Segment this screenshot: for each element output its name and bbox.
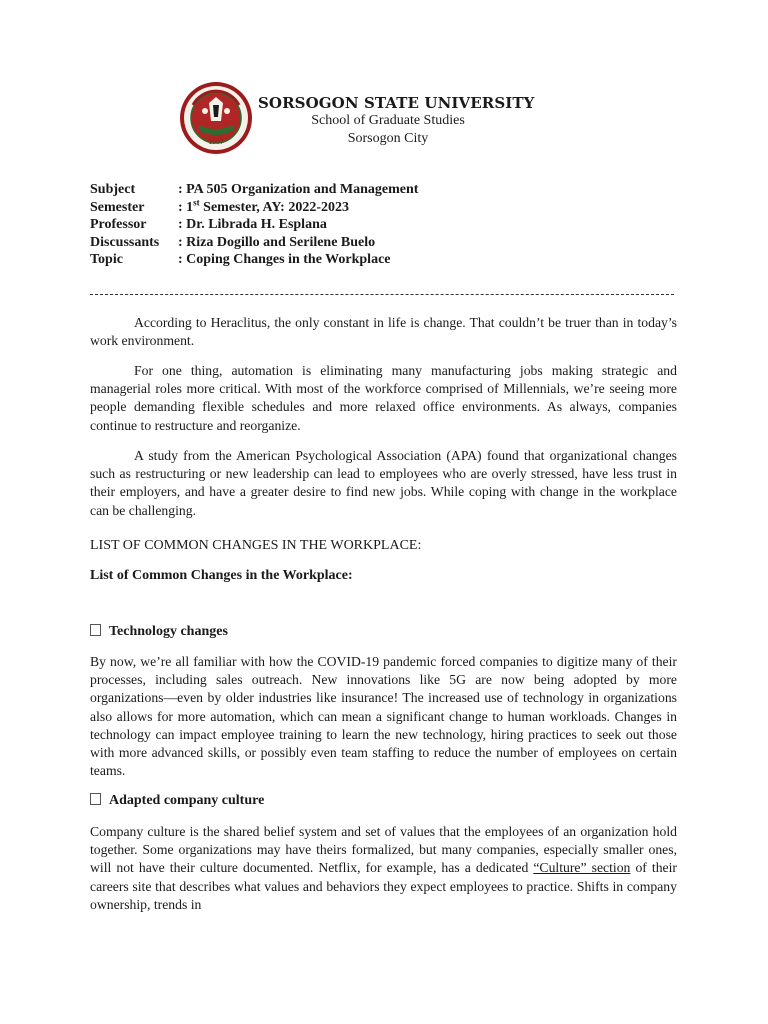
- bullet-label: Adapted company culture: [109, 793, 265, 808]
- seal-year: 1907: [208, 139, 224, 146]
- semester-ordinal: st: [193, 196, 200, 207]
- bullet-company-culture: [90, 793, 264, 809]
- culture-section-link[interactable]: “Culture” section: [533, 860, 631, 876]
- section-heading-caps: LIST OF COMMON CHANGES IN THE WORKPLACE:: [90, 538, 422, 553]
- bullet-label: Technology changes: [109, 624, 228, 639]
- bullet-box-icon: [90, 624, 101, 636]
- info-value: : PA 505 Organization and Management: [178, 182, 419, 197]
- paragraph-technology: By now, we’re all familiar with how the COVID-19 pandemic forced companies to digitize many of their processes, including sales outreach. New innovations like 5G are now being adopted by more organizations—even by older industries like insurance! The increased use of technology in organizations also allows for more automation, which can mean a significant change to human workloads. Changes in technology can impact employee training to learn the new technology, hiring practices to seek out those with more advanced skills, or possibly even team staffing to reduce the number of employees on certain teams.: [90, 654, 677, 779]
- info-value: : Riza Dogillo and Serilene Buelo: [178, 234, 376, 250]
- bullet-technology-changes: [90, 624, 228, 640]
- university-seal-logo: [179, 81, 253, 155]
- university-name: SORSOGON STATE UNIVERSITY: [258, 94, 535, 112]
- info-label: Subject: [90, 182, 136, 197]
- paragraph-culture: [90, 823, 677, 914]
- info-value: : Coping Changes in the Workplace: [178, 252, 391, 267]
- info-label: Semester: [90, 199, 145, 215]
- city-name: Sorsogon City: [347, 131, 429, 146]
- section-divider: [90, 294, 674, 295]
- paragraph-automation: For one thing, automation is eliminating many manufacturing jobs making strategic and managerial roles more critical. With most of the workforce comprised of Millennials, we’re seeing more people demanding flexible schedules and more relaxed office environments. As always, companies continue to restructure and reorganize.: [90, 363, 677, 433]
- culture-text-before: Company culture is the shared belief system and set of values that the employees of an organization hold together. Some organizations may have theirs formalized, but many companies, especially smaller ones, will not have their culture documented. Netflix, for example, has a dedicated: [90, 824, 677, 876]
- culture-text-after: of their careers site that describes what values and behaviors they expect employees to practice. Shifts in company ownership, trends in: [90, 860, 677, 912]
- info-value: [178, 196, 350, 217]
- bullet-box-icon: [90, 793, 101, 805]
- info-value: : Dr. Librada H. Esplana: [178, 217, 327, 232]
- section-heading: List of Common Changes in the Workplace:: [90, 568, 353, 583]
- info-label: Discussants: [90, 234, 160, 250]
- paragraph-intro: According to Heraclitus, the only constant in life is change. That couldn’t be truer than in today’s work environment.: [90, 315, 677, 349]
- info-label: Professor: [90, 217, 147, 232]
- school-name: School of Graduate Studies: [311, 113, 465, 128]
- semester-suffix: Semester, AY: 2022-2023: [199, 199, 350, 215]
- info-label: Topic: [90, 252, 123, 267]
- paragraph-apa-study: A study from the American Psychological Association (APA) found that organizational changes such as restructuring or new leadership can lead to employees who are overly stressed, have less trust in their employers, and have a greater desire to find new jobs. While coping with change in the workplace can be challenging.: [90, 448, 677, 518]
- semester-prefix: : 1: [178, 199, 194, 215]
